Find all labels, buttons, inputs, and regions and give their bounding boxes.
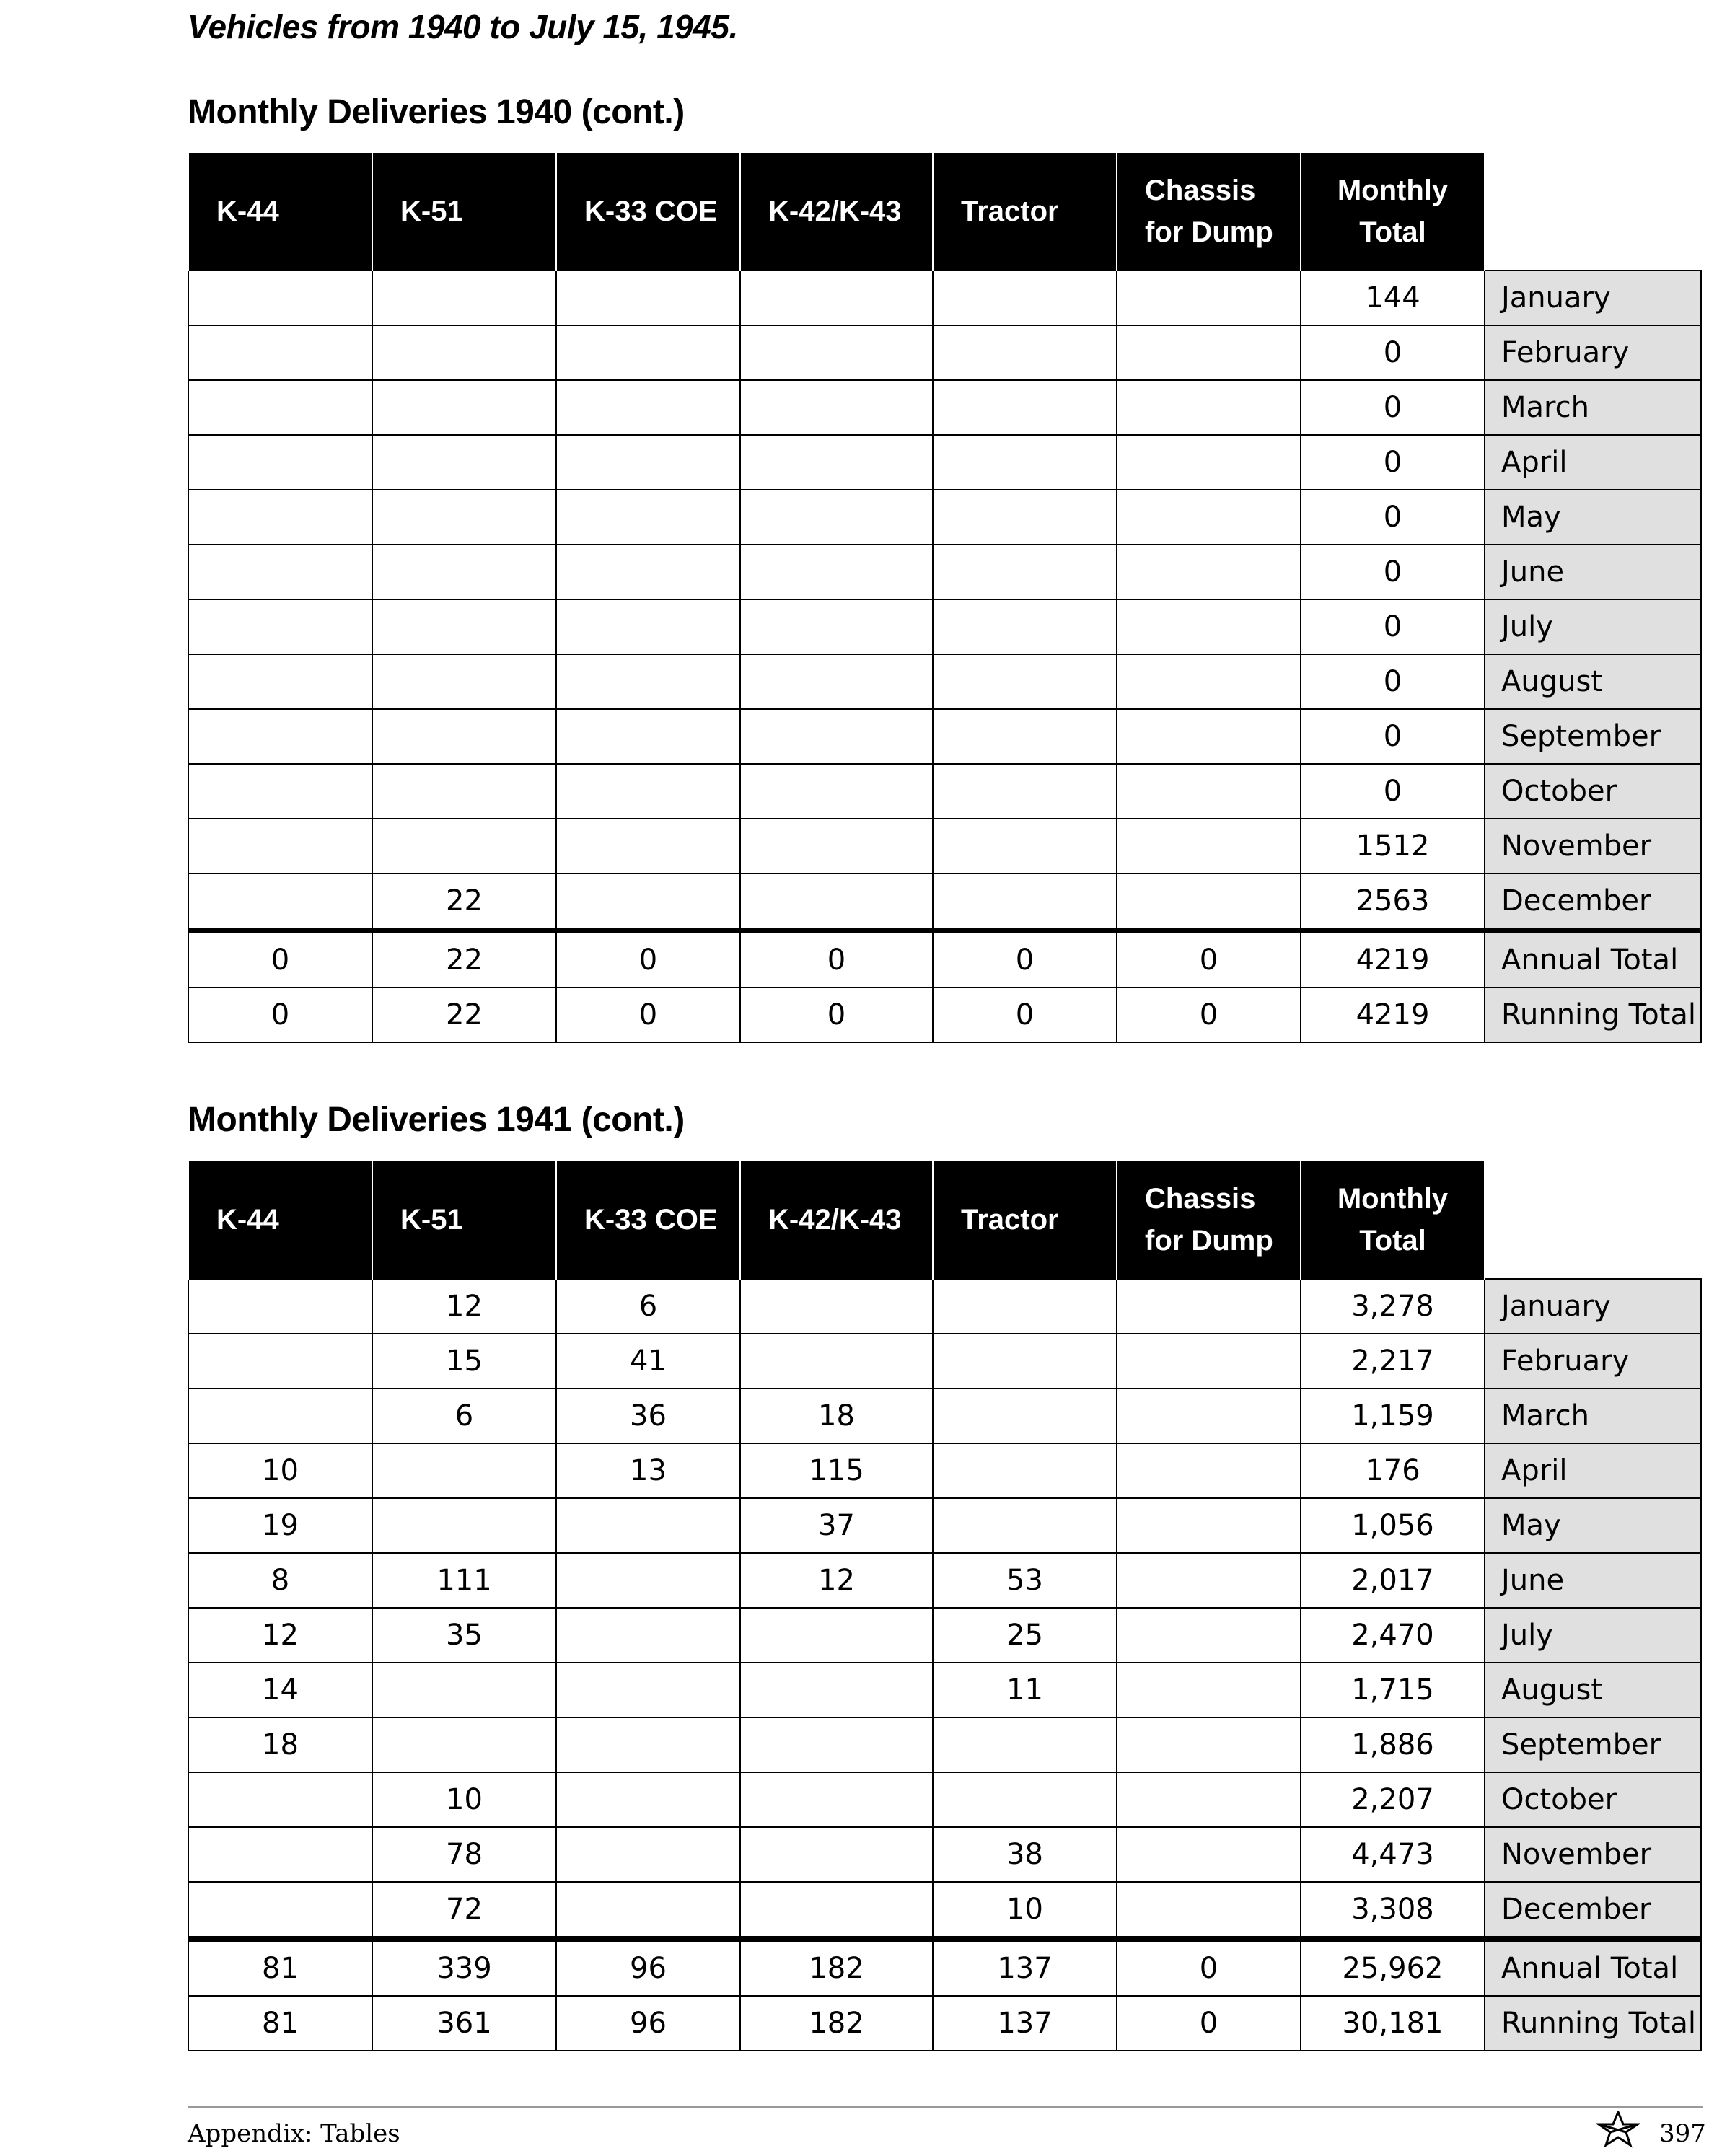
table-cell: 10 <box>933 1882 1117 1939</box>
table-row <box>188 1279 1701 1334</box>
table-cell <box>188 819 372 874</box>
table-cell <box>188 270 372 325</box>
table-cell: 0 <box>1301 490 1485 545</box>
table-cell: 0 <box>1301 435 1485 490</box>
page-heading: Vehicles from 1940 to July 15, 1945. <box>188 8 738 45</box>
row-label: March <box>1485 1389 1701 1443</box>
table-row <box>188 490 1701 545</box>
column-header: K-42/K-43 <box>740 153 933 270</box>
column-header: K-33 COE <box>556 1161 740 1279</box>
table-cell: 0 <box>933 987 1117 1042</box>
table-cell: 1,159 <box>1301 1389 1485 1443</box>
table-cell <box>1117 1334 1301 1389</box>
table-row <box>188 1882 1701 1939</box>
table-cell: 4,473 <box>1301 1827 1485 1882</box>
table-cell: 78 <box>372 1827 556 1882</box>
table-cell <box>933 874 1117 930</box>
header-spacer <box>1485 153 1701 270</box>
table-cell <box>1117 1443 1301 1498</box>
table-cell <box>1117 435 1301 490</box>
row-label: November <box>1485 1827 1701 1882</box>
table-cell: 0 <box>556 930 740 987</box>
table-row <box>188 1443 1701 1498</box>
table-cell <box>740 435 933 490</box>
table-cell <box>1117 1772 1301 1827</box>
table-cell: 18 <box>188 1717 372 1772</box>
table-cell: 111 <box>372 1553 556 1608</box>
table-cell: 339 <box>372 1939 556 1996</box>
table-cell <box>372 325 556 380</box>
table-cell <box>933 435 1117 490</box>
table-cell <box>1117 1279 1301 1334</box>
table-cell <box>372 654 556 709</box>
table-cell <box>933 709 1117 764</box>
table-cell <box>740 1882 933 1939</box>
table-cell: 4219 <box>1301 930 1485 987</box>
table-cell <box>1117 654 1301 709</box>
row-label: May <box>1485 490 1701 545</box>
table-cell <box>933 545 1117 599</box>
table-cell <box>188 325 372 380</box>
table-cell: 38 <box>933 1827 1117 1882</box>
table-cell <box>1117 1717 1301 1772</box>
table-cell: 2,207 <box>1301 1772 1485 1827</box>
page-number: 397 <box>1659 2119 1706 2148</box>
table-cell <box>188 1882 372 1939</box>
table-cell: 11 <box>933 1663 1117 1717</box>
table-cell <box>740 709 933 764</box>
table-cell: 0 <box>1117 1939 1301 1996</box>
row-label: February <box>1485 1334 1701 1389</box>
table-row <box>188 270 1701 325</box>
table-cell: 96 <box>556 1996 740 2051</box>
table-row <box>188 1772 1701 1827</box>
table-cell <box>933 490 1117 545</box>
column-header: Chassis for Dump <box>1117 153 1301 270</box>
table-cell <box>556 709 740 764</box>
table-cell: 13 <box>556 1443 740 1498</box>
table-cell: 1512 <box>1301 819 1485 874</box>
table-cell: 3,278 <box>1301 1279 1485 1334</box>
table-cell <box>1117 819 1301 874</box>
star-emblem-icon <box>1596 2111 1640 2148</box>
table-cell <box>1117 325 1301 380</box>
table-cell: 0 <box>1301 654 1485 709</box>
table-cell <box>556 1772 740 1827</box>
row-label: April <box>1485 1443 1701 1498</box>
table-cell: 22 <box>372 987 556 1042</box>
table-cell <box>556 380 740 435</box>
table-cell <box>372 435 556 490</box>
table-cell <box>933 325 1117 380</box>
table-cell: 10 <box>188 1443 372 1498</box>
table-cell: 12 <box>372 1279 556 1334</box>
table-row <box>188 654 1701 709</box>
table-cell <box>933 654 1117 709</box>
table-row <box>188 1553 1701 1608</box>
table-cell <box>740 1663 933 1717</box>
row-label: December <box>1485 1882 1701 1939</box>
table-cell <box>372 819 556 874</box>
table-cell <box>556 490 740 545</box>
table-cell: 6 <box>556 1279 740 1334</box>
table-cell: 25 <box>933 1608 1117 1663</box>
table-cell: 6 <box>372 1389 556 1443</box>
table-row <box>188 1663 1701 1717</box>
column-header: Monthly Total <box>1301 153 1485 270</box>
table-cell <box>556 325 740 380</box>
table-cell <box>556 1608 740 1663</box>
table-cell: 2,470 <box>1301 1608 1485 1663</box>
table-cell <box>556 1882 740 1939</box>
table-cell: 0 <box>1301 764 1485 819</box>
table-cell <box>556 764 740 819</box>
table-cell <box>933 1443 1117 1498</box>
row-label: April <box>1485 435 1701 490</box>
table-cell <box>188 1389 372 1443</box>
row-label: July <box>1485 1608 1701 1663</box>
row-label: July <box>1485 599 1701 654</box>
table-cell <box>556 819 740 874</box>
table-cell <box>188 545 372 599</box>
table-cell <box>556 545 740 599</box>
table-cell: 0 <box>1117 1996 1301 2051</box>
table-cell <box>188 764 372 819</box>
table-row <box>188 1389 1701 1443</box>
annual-total-row <box>188 1939 1701 1996</box>
row-label: September <box>1485 709 1701 764</box>
table-cell: 182 <box>740 1996 933 2051</box>
running-total-row <box>188 987 1701 1042</box>
table-cell <box>372 380 556 435</box>
annual-total-row <box>188 930 1701 987</box>
table-cell <box>372 764 556 819</box>
table-cell <box>372 490 556 545</box>
table-cell: 0 <box>933 930 1117 987</box>
row-label: December <box>1485 874 1701 930</box>
table-cell <box>372 709 556 764</box>
table-row <box>188 1608 1701 1663</box>
table-cell <box>740 380 933 435</box>
table-row <box>188 819 1701 874</box>
table-cell: 0 <box>1301 325 1485 380</box>
table-cell: 12 <box>188 1608 372 1663</box>
table-cell: 37 <box>740 1498 933 1553</box>
column-header: Tractor <box>933 1161 1117 1279</box>
row-label: June <box>1485 1553 1701 1608</box>
table-cell: 19 <box>188 1498 372 1553</box>
table-cell: 3,308 <box>1301 1882 1485 1939</box>
table-cell: 10 <box>372 1772 556 1827</box>
table-cell: 1,056 <box>1301 1498 1485 1553</box>
deliveries-table-1941 <box>188 1161 1702 2051</box>
row-label: Annual Total <box>1485 930 1701 987</box>
table-cell <box>372 1663 556 1717</box>
row-label: September <box>1485 1717 1701 1772</box>
table-cell: 2,017 <box>1301 1553 1485 1608</box>
header-row <box>188 1161 1701 1279</box>
table-cell <box>933 270 1117 325</box>
table-cell: 2,217 <box>1301 1334 1485 1389</box>
row-label: October <box>1485 1772 1701 1827</box>
table-cell <box>188 1772 372 1827</box>
table-cell <box>933 380 1117 435</box>
column-header: Monthly Total <box>1301 1161 1485 1279</box>
table-row <box>188 599 1701 654</box>
table-cell <box>933 1717 1117 1772</box>
column-header: K-44 <box>188 1161 372 1279</box>
table-cell <box>933 1772 1117 1827</box>
table-cell <box>1117 1498 1301 1553</box>
table-cell: 1,715 <box>1301 1663 1485 1717</box>
table-cell: 81 <box>188 1996 372 2051</box>
table-cell <box>740 819 933 874</box>
table-cell: 4219 <box>1301 987 1485 1042</box>
table-cell <box>372 1443 556 1498</box>
table-cell: 182 <box>740 1939 933 1996</box>
table-row <box>188 380 1701 435</box>
table-cell <box>372 545 556 599</box>
row-label: November <box>1485 819 1701 874</box>
table-cell: 0 <box>1301 709 1485 764</box>
row-label: February <box>1485 325 1701 380</box>
table-cell <box>556 435 740 490</box>
table-cell: 0 <box>188 987 372 1042</box>
table-cell: 41 <box>556 1334 740 1389</box>
table-cell: 8 <box>188 1553 372 1608</box>
table-cell <box>933 764 1117 819</box>
table-cell: 0 <box>1301 545 1485 599</box>
table-cell <box>1117 545 1301 599</box>
table-cell <box>1117 1608 1301 1663</box>
table-cell <box>1117 1553 1301 1608</box>
table-cell: 0 <box>1301 380 1485 435</box>
running-total-row <box>188 1996 1701 2051</box>
row-label: October <box>1485 764 1701 819</box>
table-cell: 0 <box>740 930 933 987</box>
table-cell <box>556 1717 740 1772</box>
table-cell <box>740 1608 933 1663</box>
table-cell: 35 <box>372 1608 556 1663</box>
table-cell <box>933 819 1117 874</box>
table-row <box>188 545 1701 599</box>
header-spacer <box>1485 1161 1701 1279</box>
table-cell: 36 <box>556 1389 740 1443</box>
table-cell <box>1117 1882 1301 1939</box>
table-cell: 176 <box>1301 1443 1485 1498</box>
row-label: June <box>1485 545 1701 599</box>
table-row <box>188 1498 1701 1553</box>
header-row <box>188 153 1701 270</box>
table-cell: 53 <box>933 1553 1117 1608</box>
table-row <box>188 435 1701 490</box>
table-cell <box>1117 270 1301 325</box>
table-cell <box>933 599 1117 654</box>
table-cell: 0 <box>556 987 740 1042</box>
table-cell <box>740 874 933 930</box>
column-header: K-42/K-43 <box>740 1161 933 1279</box>
table-cell <box>556 654 740 709</box>
table-1940-title: Monthly Deliveries 1940 (cont.) <box>188 93 685 131</box>
table-cell: 81 <box>188 1939 372 1996</box>
table-cell <box>1117 1663 1301 1717</box>
deliveries-table-1940 <box>188 153 1702 1043</box>
table-cell <box>740 1827 933 1882</box>
table-cell <box>740 270 933 325</box>
column-header: K-44 <box>188 153 372 270</box>
table-cell: 22 <box>372 874 556 930</box>
footer-divider <box>188 2106 1703 2108</box>
table-cell <box>188 380 372 435</box>
table-cell <box>556 1553 740 1608</box>
table-cell: 115 <box>740 1443 933 1498</box>
table-cell <box>933 1389 1117 1443</box>
row-label: January <box>1485 270 1701 325</box>
table-cell <box>740 1772 933 1827</box>
table-cell: 12 <box>740 1553 933 1608</box>
table-cell <box>740 654 933 709</box>
table-cell: 1,886 <box>1301 1717 1485 1772</box>
table-cell: 96 <box>556 1939 740 1996</box>
table-cell <box>188 1827 372 1882</box>
table-cell <box>1117 380 1301 435</box>
table-cell <box>188 1279 372 1334</box>
table-cell <box>1117 599 1301 654</box>
table-cell <box>740 545 933 599</box>
table-cell <box>372 599 556 654</box>
column-header: K-51 <box>372 1161 556 1279</box>
table-cell: 137 <box>933 1939 1117 1996</box>
table-cell <box>372 1498 556 1553</box>
table-cell <box>372 1717 556 1772</box>
column-header: Tractor <box>933 153 1117 270</box>
table-1941-title: Monthly Deliveries 1941 (cont.) <box>188 1101 685 1139</box>
table-cell: 30,181 <box>1301 1996 1485 2051</box>
column-header: K-33 COE <box>556 153 740 270</box>
table-cell <box>740 325 933 380</box>
table-cell <box>372 270 556 325</box>
table-cell <box>1117 490 1301 545</box>
table-cell <box>740 490 933 545</box>
table-cell <box>740 764 933 819</box>
table-cell <box>1117 874 1301 930</box>
table-cell: 22 <box>372 930 556 987</box>
table-cell: 2563 <box>1301 874 1485 930</box>
row-label: Annual Total <box>1485 1939 1701 1996</box>
table-cell: 25,962 <box>1301 1939 1485 1996</box>
table-cell: 361 <box>372 1996 556 2051</box>
row-label: Running Total <box>1485 1996 1701 2051</box>
table-cell: 18 <box>740 1389 933 1443</box>
table-cell <box>188 599 372 654</box>
table-cell <box>188 874 372 930</box>
table-cell <box>1117 1827 1301 1882</box>
table-cell <box>740 599 933 654</box>
row-label: Running Total <box>1485 987 1701 1042</box>
table-cell <box>1117 709 1301 764</box>
table-cell <box>188 709 372 764</box>
table-cell <box>556 599 740 654</box>
table-cell: 0 <box>188 930 372 987</box>
table-cell <box>1117 1389 1301 1443</box>
table-cell: 0 <box>1117 987 1301 1042</box>
table-cell <box>933 1498 1117 1553</box>
table-cell <box>740 1334 933 1389</box>
table-cell: 72 <box>372 1882 556 1939</box>
table-cell: 144 <box>1301 270 1485 325</box>
table-cell <box>933 1279 1117 1334</box>
table-cell <box>556 1498 740 1553</box>
row-label: May <box>1485 1498 1701 1553</box>
row-label: January <box>1485 1279 1701 1334</box>
table-row <box>188 325 1701 380</box>
table-cell: 137 <box>933 1996 1117 2051</box>
table-cell <box>188 435 372 490</box>
row-label: August <box>1485 1663 1701 1717</box>
table-row <box>188 1827 1701 1882</box>
column-header: K-51 <box>372 153 556 270</box>
table-cell: 14 <box>188 1663 372 1717</box>
table-cell: 15 <box>372 1334 556 1389</box>
table-cell <box>1117 764 1301 819</box>
table-cell <box>556 1663 740 1717</box>
table-row <box>188 709 1701 764</box>
table-cell: 0 <box>1301 599 1485 654</box>
table-cell <box>556 270 740 325</box>
table-cell <box>188 490 372 545</box>
row-label: August <box>1485 654 1701 709</box>
table-row <box>188 1717 1701 1772</box>
table-cell: 0 <box>1117 930 1301 987</box>
table-cell <box>740 1717 933 1772</box>
table-row <box>188 874 1701 930</box>
table-cell <box>556 1827 740 1882</box>
table-cell <box>740 1279 933 1334</box>
column-header: Chassis for Dump <box>1117 1161 1301 1279</box>
table-cell <box>933 1334 1117 1389</box>
table-cell <box>188 654 372 709</box>
table-row <box>188 764 1701 819</box>
table-cell <box>188 1334 372 1389</box>
table-row <box>188 1334 1701 1389</box>
row-label: March <box>1485 380 1701 435</box>
footer-section-label: Appendix: Tables <box>188 2119 400 2148</box>
table-cell: 0 <box>740 987 933 1042</box>
table-cell <box>556 874 740 930</box>
